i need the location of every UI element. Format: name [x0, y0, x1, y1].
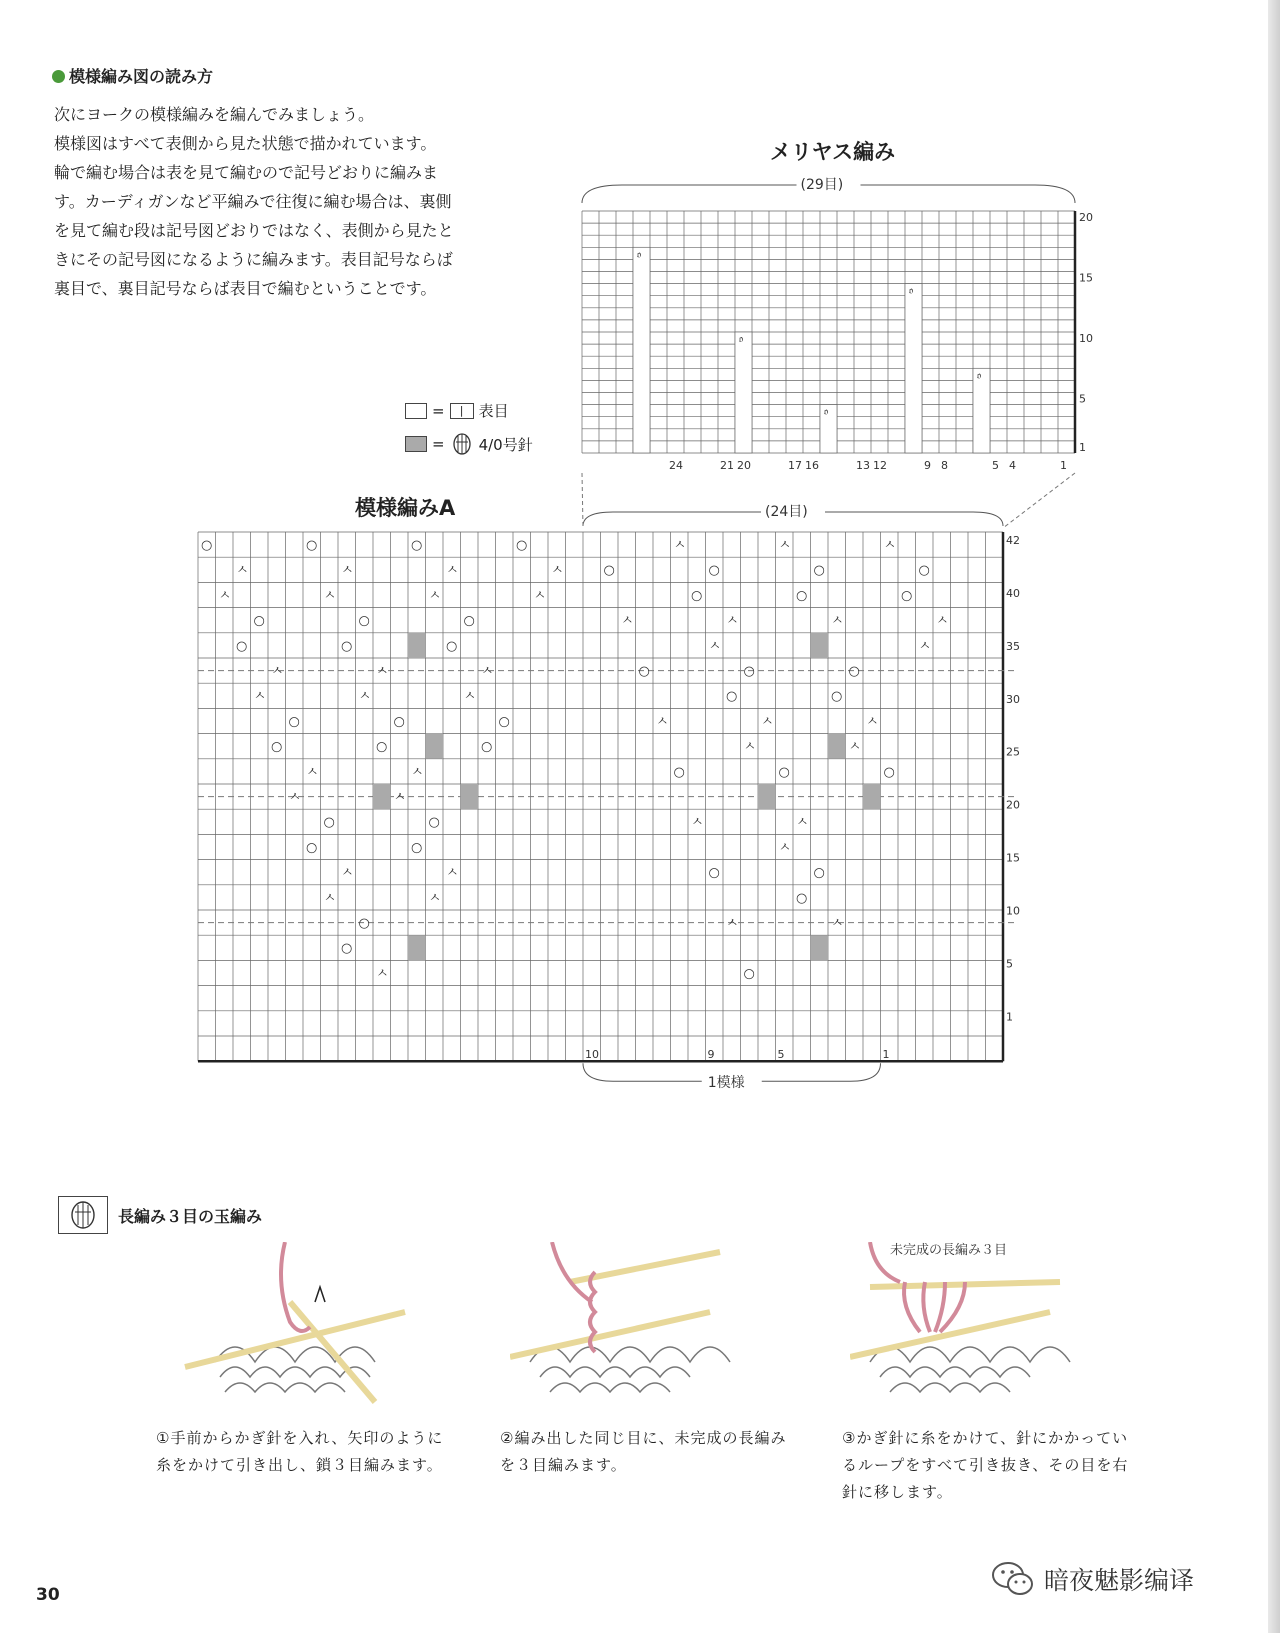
- stockinette-col-label: 1: [1060, 459, 1067, 472]
- bobble-cell: [811, 633, 829, 658]
- step-2-text: ②編み出した同じ目に、未完成の長編みを３目編みます。: [500, 1429, 787, 1474]
- repeat-label: 1模様: [707, 1075, 745, 1092]
- pattern-symbol: ○: [358, 613, 370, 629]
- intro-line: を見て編む段は記号図どおりではなく、表側から見たと: [54, 221, 454, 240]
- pattern-symbol: ㅅ: [463, 689, 477, 705]
- bobble-cell: [863, 784, 881, 809]
- pattern-symbol: ㅅ: [306, 764, 319, 780]
- increase-symbol: 𝔬: [824, 406, 829, 418]
- pattern-symbol: ○: [428, 815, 440, 831]
- pattern-symbol: ○: [778, 764, 790, 780]
- pattern-symbol: ○: [743, 966, 755, 982]
- bobble-symbol-icon: [66, 1200, 100, 1230]
- technique-title: 長編み３目の玉編み: [118, 1206, 263, 1226]
- connector-line: [1003, 473, 1075, 528]
- pattern-symbol: ○: [393, 714, 405, 730]
- legend-plain-label: 表目: [478, 402, 509, 420]
- pattern-symbol: ○: [306, 840, 318, 856]
- intro-line: す。カーディガンなど平編みで往復に編む場合は、裏側: [54, 192, 452, 211]
- bobble-cell: [426, 734, 444, 759]
- stockinette-row-label: 1: [1079, 440, 1086, 454]
- page-number: 30: [36, 1585, 60, 1605]
- wechat-logo-icon: [990, 1560, 1036, 1598]
- pattern-symbol: ○: [603, 563, 615, 579]
- pattern-symbol: ㅅ: [393, 790, 407, 805]
- pattern-symbol: ㅅ: [341, 865, 354, 881]
- intro-line: 次にヨークの模様編みを編んでみましょう。: [54, 105, 375, 124]
- stockinette-row-label: 15: [1079, 271, 1093, 285]
- pattern-symbol: ○: [306, 538, 318, 553]
- pattern-symbol: ○: [446, 638, 458, 654]
- pattern-symbol: ○: [288, 714, 300, 730]
- pattern-symbol: ㅅ: [761, 714, 774, 730]
- pattern-symbol: ㅅ: [376, 966, 389, 982]
- bobble-cell: [373, 784, 391, 809]
- pattern-symbol: ㅅ: [796, 815, 809, 831]
- increase-symbol: 𝔬: [739, 334, 744, 345]
- intro-line: 模様図はすべて表側から見た状態で描かれています。: [54, 134, 437, 153]
- pattern-symbol: ○: [691, 588, 703, 604]
- pattern-symbol: ㅅ: [691, 815, 704, 831]
- pattern-symbol: ㅅ: [428, 890, 442, 906]
- pattern-symbol: ○: [341, 638, 353, 654]
- pattern-symbol: ○: [673, 764, 685, 780]
- pattern-symbol: ㅅ: [481, 664, 494, 679]
- pattern-symbol: ○: [813, 563, 825, 579]
- legend-equals: =: [432, 435, 445, 453]
- pattern-symbol: ○: [516, 538, 528, 553]
- pattern-symbol: ○: [831, 689, 843, 705]
- pattern-symbol: ○: [253, 613, 265, 629]
- pattern-symbol: ㅅ: [673, 538, 687, 553]
- step-3-text: ③かぎ針に糸をかけて、針にかかっているループをすべて引き抜き、その目を右針に移します。: [842, 1429, 1129, 1501]
- increase-symbol: 𝔬: [909, 285, 914, 297]
- pattern-row-label: 30: [1006, 692, 1020, 706]
- pattern-symbol: ㅅ: [708, 638, 722, 654]
- pattern-symbol: ○: [481, 739, 493, 755]
- pattern-symbol: ○: [498, 714, 510, 730]
- bobble-symbol-icon: [450, 432, 474, 456]
- pattern-symbol: ○: [918, 563, 930, 579]
- pattern-symbol: ○: [463, 613, 475, 629]
- bobble-cell: [408, 633, 426, 658]
- pattern-row-label: 20: [1006, 798, 1020, 812]
- pattern-symbol: ㅅ: [446, 563, 459, 579]
- step-1-text: ①手前からかぎ針を入れ、矢印のように糸をかけて引き出し、鎖３目編みます。: [156, 1429, 444, 1474]
- watermark: [990, 1560, 1194, 1598]
- pattern-col-label: 9: [707, 1048, 715, 1062]
- pattern-symbol: ㅅ: [778, 538, 792, 553]
- pattern-row-label: 5: [1006, 957, 1013, 971]
- legend-bobble-label: 4/0号針: [478, 435, 533, 454]
- bobble-cell: [408, 935, 426, 960]
- pattern-span-label: (24目): [765, 504, 808, 520]
- pattern-symbol: ㅅ: [236, 563, 249, 579]
- stockinette-column-strip: [820, 405, 837, 453]
- stockinette-chart-title: メリヤス編み: [770, 140, 896, 164]
- connector-line: [582, 473, 583, 528]
- stockinette-span-label: (29目): [800, 177, 844, 193]
- pattern-symbol: ㅅ: [883, 538, 897, 553]
- pattern-symbol: ○: [201, 538, 213, 553]
- stockinette-col-label: 24: [669, 459, 683, 472]
- pattern-symbol: ○: [883, 764, 895, 780]
- intro-line: 輪で編む場合は表を見て編むので記号どおりに編みま: [54, 163, 439, 182]
- pattern-symbol: ㅅ: [446, 865, 459, 881]
- technique-heading: [58, 1196, 262, 1234]
- pattern-symbol: ㅅ: [936, 613, 949, 629]
- stockinette-col-label: 16: [805, 459, 819, 472]
- pattern-symbol: ○: [796, 588, 808, 604]
- pattern-row-label: 42: [1006, 534, 1020, 547]
- pattern-col-label: 1: [882, 1048, 890, 1062]
- pattern-symbol: ㅅ: [918, 638, 932, 654]
- legend-empty-cell: [405, 403, 427, 419]
- pattern-row-label: 25: [1006, 745, 1020, 759]
- pattern-symbol: ○: [411, 840, 423, 856]
- watermark-text: 暗夜魅影编译: [1044, 1566, 1195, 1595]
- pattern-symbol: ㅅ: [358, 689, 372, 705]
- pattern-symbol: ○: [271, 739, 283, 755]
- pattern-symbol: ㅅ: [271, 664, 284, 679]
- pattern-row-label: 40: [1006, 586, 1020, 600]
- pattern-row-label: 10: [1006, 904, 1020, 918]
- stockinette-column-strip: [735, 332, 752, 453]
- pattern-symbol: ○: [901, 588, 913, 604]
- legend-shaded-cell: [405, 436, 427, 452]
- legend-equals: =: [432, 401, 445, 420]
- section-title-text: 模様編み図の読み方: [69, 67, 214, 86]
- pattern-symbol: ○: [358, 916, 370, 931]
- pattern-symbol: ○: [376, 739, 388, 755]
- stockinette-row-label: 10: [1079, 332, 1093, 345]
- pattern-symbol: ○: [341, 941, 353, 957]
- pattern-symbol: ㅅ: [428, 588, 442, 604]
- pattern-symbol: ㅅ: [376, 664, 389, 679]
- pattern-symbol: ㅅ: [778, 840, 792, 856]
- stockinette-row-label: 5: [1079, 392, 1086, 406]
- pattern-row-label: 1: [1006, 1010, 1013, 1024]
- stockinette-col-label: 17: [788, 459, 802, 472]
- bobble-cell: [811, 935, 829, 960]
- stockinette-col-label: 9: [924, 459, 931, 472]
- stockinette-col-label: 13: [856, 459, 870, 472]
- intro-line: きにその記号図になるように編みます。表目記号ならば: [54, 250, 453, 269]
- pattern-chart-title: 模様編みA: [355, 496, 456, 520]
- pattern-symbol: ㅅ: [288, 790, 302, 805]
- pattern-symbol: ○: [236, 638, 248, 654]
- pattern-symbol: ㅅ: [831, 916, 844, 931]
- pattern-symbol: ㅅ: [533, 588, 547, 604]
- intro-line: 裏目で、裏目記号ならば表目で編むということです。: [54, 279, 437, 298]
- stockinette-column-strip: [633, 247, 650, 453]
- pattern-symbol: ㅅ: [726, 916, 739, 931]
- stockinette-col-label: 8: [941, 459, 948, 472]
- pattern-symbol: ㅅ: [621, 613, 634, 629]
- increase-symbol: 𝔬: [977, 370, 982, 382]
- pattern-symbol: ○: [726, 689, 738, 705]
- pattern-symbol: ㅅ: [726, 613, 739, 629]
- step-3-annotation: 未完成の長編み３目: [890, 1243, 1008, 1258]
- stockinette-col-label: 4: [1009, 459, 1016, 472]
- stockinette-column-strip: [973, 368, 990, 453]
- stockinette-col-label: 21: [720, 459, 734, 472]
- stockinette-column-strip: [905, 284, 922, 453]
- stockinette-col-label: 5: [992, 459, 999, 472]
- pattern-symbol: ○: [708, 865, 720, 881]
- pattern-symbol: ㅅ: [551, 563, 564, 579]
- stockinette-col-label: 12: [873, 459, 887, 472]
- step-2-illustration: [510, 1242, 760, 1412]
- pattern-row-label: 15: [1006, 851, 1020, 865]
- pattern-symbol: ○: [848, 664, 860, 679]
- pattern-symbol: ㅅ: [341, 563, 354, 579]
- pattern-symbol: ○: [743, 664, 755, 679]
- pattern-symbol: ○: [708, 563, 720, 579]
- bobble-cell: [461, 784, 479, 809]
- pattern-symbol: ○: [323, 815, 335, 831]
- knit-symbol-icon: |: [450, 403, 474, 419]
- step-1-illustration: [175, 1242, 425, 1412]
- pattern-symbol: ○: [638, 664, 650, 679]
- technique-icon-box: [58, 1196, 108, 1234]
- legend-bobble-stitch: [405, 432, 533, 456]
- pattern-symbol: ㅅ: [411, 764, 424, 780]
- legend-knit-stitch: [405, 400, 509, 421]
- pattern-symbol: ㅅ: [743, 739, 757, 755]
- stockinette-col-label: 20: [737, 459, 751, 472]
- pattern-symbol: ㅅ: [323, 588, 337, 604]
- pattern-symbol: ㅅ: [866, 714, 879, 730]
- pattern-col-label: 10: [585, 1048, 599, 1062]
- pattern-symbol: ○: [796, 890, 808, 906]
- increase-symbol: 𝔬: [637, 249, 642, 261]
- bobble-cell: [828, 734, 846, 759]
- pattern-symbol: ㅅ: [323, 890, 337, 906]
- pattern-symbol: ㅅ: [253, 689, 267, 705]
- pattern-row-label: 35: [1006, 639, 1020, 653]
- pattern-symbol: ○: [411, 538, 423, 553]
- pattern-symbol: ㅅ: [831, 613, 844, 629]
- stockinette-row-label: 20: [1079, 211, 1093, 224]
- pattern-col-label: 5: [777, 1048, 785, 1062]
- pattern-symbol: ○: [813, 865, 825, 881]
- step-3-illustration: [850, 1242, 1100, 1412]
- pattern-symbol: ㅅ: [218, 588, 232, 604]
- bobble-cell: [758, 784, 776, 809]
- pattern-symbol: ㅅ: [656, 714, 669, 730]
- pattern-symbol: ㅅ: [848, 739, 862, 755]
